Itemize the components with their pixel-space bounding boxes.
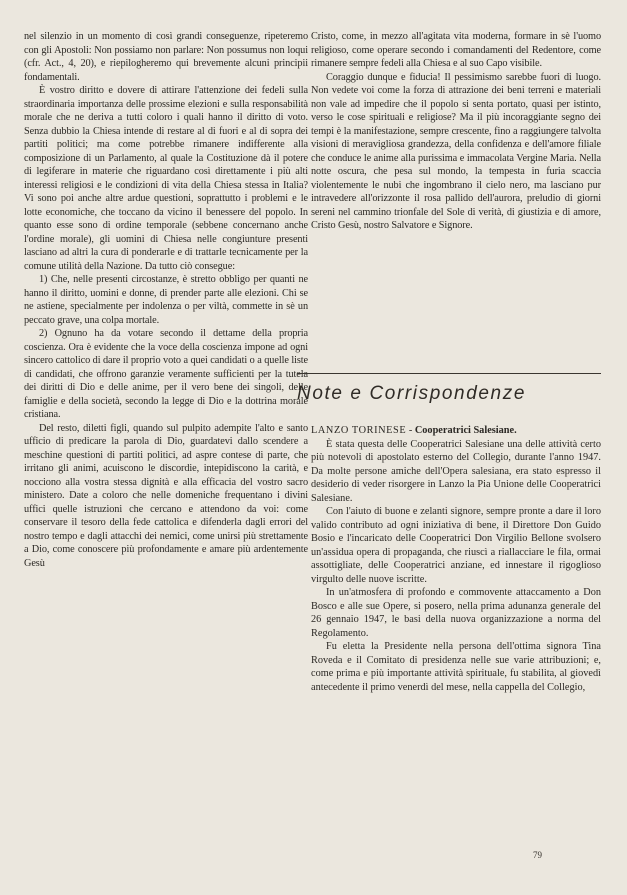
paragraph: Del resto, diletti figli, quando sul pulpito adempite l'alto e santo ufficio di predicare la parola di Dio, guardatevi dallo scendere a meschine questioni di partiti politici, ad aspre contese di parte, che irritano gli animi, acuiscono le discordie, intepidiscono la carità, e nocciono alla vostra stessa dignità e alla efficacia del vostro sacro ministero. Date a coloro che nelle domeniche frequentano i divini uffici quelle istruzioni che cercano e attendono da voi: come conservare il tesoro della fede cattolica e difenderla dagli errori del nostro tempo e dagli attacchi dei nemici, come unirsi più strettamente a Dio, come conoscere più profondamente e amare più ardentemente Gesù (24, 422, 308, 569)
paragraph: È vostro diritto e dovere di attirare l'attenzione dei fedeli sulla straordinaria importanza delle prossime elezioni e sulla responsabilità morale che ne deriva a tutti coloro i quali hanno il diritto di voto. Senza dubbio la Chiesa intende di restare al di fuori e al di sopra dei partiti politici; ma come potrebbe rimanere indifferente alla composizione di un Parlamento, al quale la Costituzione dà il potere di legiferare in materie che riguardano così direttamente i più alti interessi religiosi e le condizioni di vita della Chiesa stessa in Italia? Vi sono poi anche altre ardue questioni, soprattutto i problemi e le lotte economiche, che toccano da vicino il benessere del popolo. In quanto esse sono di ordine temporale (sebbene concernano anche l'ordine morale), gli uomini di Chiesa nelle congiunture presenti lasciano ad altri la cura di ponderarle e di trattarle tecnicamente per la comune utilità della Nazione. Da tutto ciò consegue: (24, 85, 308, 272)
heading-place: LANZO TORINESE (311, 425, 407, 436)
paragraph: Fu eletta la Presidente nella persona dell'ottima signora Tina Roveda e il Comitato di presidenza nelle sue varie attribuzioni; e, come prima e più importante attività spirituale, fu stabilita, al giovedì antecedente il primo venerdì del mese, nella cappella del Collegio, (311, 641, 601, 693)
heading-separator: - (406, 425, 415, 436)
paragraph: nel silenzio in un momento di così grandi conseguenze, ripeteremo con gli Apostoli: Non possiamo non parlare: Non possumus non loqui (cfr. Act., 4, 20), e riepilogheremo qui brevemente alcuni principii fondamentali. (24, 31, 308, 83)
left-column (24, 30, 308, 570)
paragraph: È stata questa delle Cooperatrici Salesiane una delle attività certo più notevoli di apostolato esterno del Collegio, durante l'anno 1947. Da molte persone amiche dell'Opera salesiana, era stato espresso il desiderio di veder risorgere in Lanzo la Pia Unione delle Cooperatrici Salesiane. (311, 438, 601, 504)
right-column-top (311, 30, 601, 233)
paragraph: Con l'aiuto di buone e zelanti signore, sempre pronte a dare il loro valido contributo ad ogni iniziativa di bene, il Direttore Don Guido Bosio e l'incaricato delle Cooperatrici Don Virgilio Bellone svolsero un'assidua opera di propaganda, che riuscì a riallacciare le fila, ormai assottigliate, delle Cooperatrici anziane, ed innestare il rigoglioso virgulto delle nuove iscritte. (311, 506, 601, 585)
paragraph: In un'atmosfera di profondo e commovente attaccamento a Don Bosco e alle sue Opere, si posero, nella prima adunanza generale del 26 gennaio 1947, le basi della nuova organizzazione a norma del Regolamento. (311, 587, 601, 639)
paragraph: Coraggio dunque e fiducia! Il pessimismo sarebbe fuori di luogo. Non vedete voi come la forza di attrazione dei beni terreni e materiali non vale ad impedire che il popolo si senta portato, quasi per istinto, verso le cose spirituali e religiose? Ma il più incoraggiante segno dei tempi è la manifestazione, sempre crescente, fino a raggiungere talvolta visioni di meravigliosa grandezza, della confidenza e dell'amore filiale che conduce le anime alla purissima e immacolata Vergine Maria. Nella notte oscura, che pesa sul mondo, la tempesta in furia scaccia violentemente le nubi che ingombrano il cielo nero, ma lasciano pur intravedere all'orizzonte il rosa pallido dell'aurora, preludio di giorni sereni nel cammino trionfale del Sole di verità, di giustizia e di amore, Cristo Gesù, nostro Salvatore e Signore. (311, 71, 601, 231)
paragraph: 2) Ognuno ha da votare secondo il dettame della propria coscienza. Ora è evidente che la voce della coscienza impone ad ogni sincero cattolico di dare il proprio voto a quei candidati o a quelle liste di candidati, che offrono garanzie veramente sufficienti per la tutela dei diritti di Dio e delle anime, per il vero bene dei singoli, delle famiglie e della società, secondo la legge di Dio e la dottrina morale cristiana. (24, 328, 308, 420)
paragraph: 1) Che, nelle presenti circostanze, è stretto obbligo per quanti ne hanno il diritto, uomini e donne, di prender parte alle elezioni. Chi se ne astiene, specialmente per indolenza o per viltà, commette in sè un peccato grave, una colpa mortale. (24, 274, 308, 326)
article-heading (311, 424, 601, 438)
paragraph: Cristo, come, in mezzo all'agitata vita moderna, formare in sè l'uomo religioso, come operare secondo i comandamenti del Redentore, come rimanere sempre fedeli alla Chiesa e al suo Capo visibile. (311, 31, 601, 69)
section-title: Note e Corrispondenze (297, 383, 526, 404)
right-column-bottom (311, 424, 601, 694)
heading-subject: Cooperatrici Salesiane. (414, 425, 517, 436)
page-number: 79 (533, 850, 542, 860)
section-divider (297, 373, 601, 374)
